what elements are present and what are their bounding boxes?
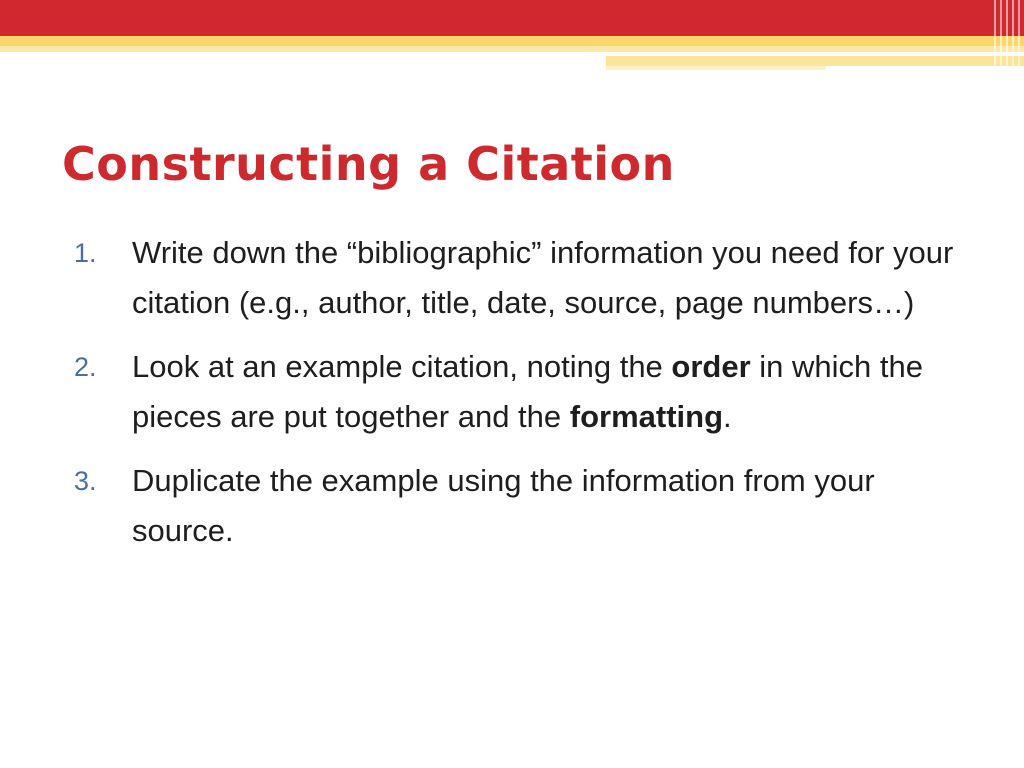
step-item-3 (74, 456, 974, 556)
step-text-bold: order (671, 349, 751, 384)
step-text: Look at an example citation, noting the (132, 349, 672, 384)
header-yellow-accent-bar (606, 56, 1024, 66)
step-text-bold: formatting (569, 399, 724, 434)
header-red-bar (0, 0, 1024, 36)
step-text: in which the pieces are put together and the (132, 349, 923, 434)
step-number: 3. (74, 466, 97, 496)
step-number: 2. (74, 352, 97, 382)
step-item-1 (74, 228, 974, 328)
steps-list (74, 228, 974, 570)
header-yellow-light-bar (0, 46, 1024, 52)
header-yellow-bar (0, 36, 1024, 46)
step-item-2 (74, 342, 974, 442)
step-text: Duplicate the example using the information from your source. (132, 463, 875, 548)
header-stripes-decoration (990, 0, 1024, 70)
step-text: . (723, 399, 732, 434)
step-text: Write down the “bibliographic” information you need for your citation (e.g., author, title, date, source, page numbers…) (132, 235, 954, 320)
slide-title: Constructing a Citation (62, 137, 675, 191)
step-number: 1. (74, 238, 97, 268)
header-yellow-accent-thin-bar (606, 66, 826, 70)
